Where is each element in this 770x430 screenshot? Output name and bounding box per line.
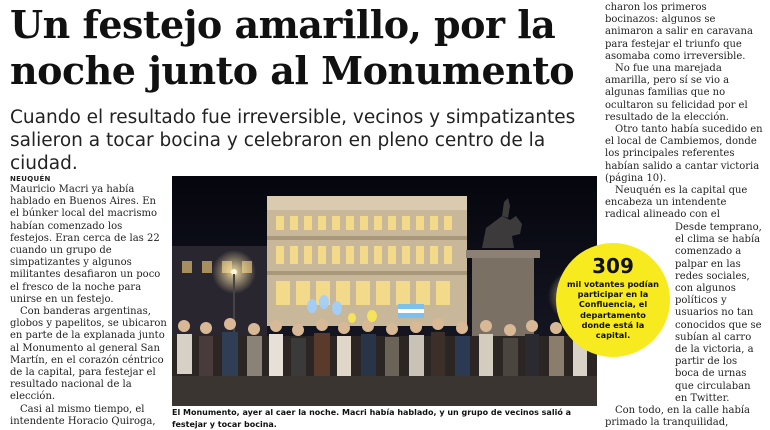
right-paragraph-3: Otro tanto había sucedido en el local de Cambiemos, donde los principales referentes habían salido a cantar victoria (página 10). bbox=[605, 124, 763, 184]
right-paragraph-5: Desde temprano, el clima se había comenzado a palpar en las redes sociales, con algunos políticos y usuarios no tan conocidos que se subían al carro de la victoria, a partir de los boca de urnas que circulaban en Twitter. bbox=[675, 222, 762, 404]
deck-line-2: salieron a tocar bocina y celebraron en pleno centro de la ciudad. bbox=[10, 130, 546, 174]
left-paragraph-2: Con banderas argentinas, globos y papelitos, se ubicaron en parte de la explanada junto al Monumento al general San Martín, en el corazón céntrico de la capital, para festejar el resultado nacional de la elección. bbox=[10, 306, 167, 403]
headline-line-1: Un festejo amarillo, por la bbox=[10, 2, 556, 47]
right-paragraph-6-text: Con todo, en la calle había primado la tranquilidad, bbox=[605, 405, 751, 428]
building bbox=[267, 196, 467, 326]
body-column-left bbox=[10, 174, 167, 428]
left-paragraph-3: Casi al mismo tiempo, el intendente Horacio Quiroga, bbox=[10, 403, 156, 427]
monument-photo bbox=[172, 176, 597, 406]
badge-text: mil votantes podían participar en la Confluencia, el departamento donde está la capital. bbox=[567, 279, 659, 341]
right-paragraph-6 bbox=[605, 405, 763, 428]
body-column-right-top bbox=[605, 2, 763, 222]
photo-caption: El Monumento, ayer al caer la noche. Macri había hablado, y un grupo de vecinos salió a festejar y tocar bocina. bbox=[172, 408, 571, 429]
dateline: NEUQUÉN bbox=[10, 175, 51, 183]
deck-line-1: Cuando el resultado fue irreversible, vecinos y simpatizantes bbox=[10, 107, 576, 128]
badge-number: 309 bbox=[592, 254, 634, 278]
deck bbox=[10, 106, 600, 175]
left-paragraph-1: Mauricio Macri ya había hablado en Buenos Aires. En el búnker local del macrismo habían comenzado los festejos. Eran cerca de las 22 cuando un grupo de simpatizantes y algunos militantes desafiaron un poco el fresco de la noche para unirse en un festejo. bbox=[10, 184, 161, 305]
night-scene-illustration bbox=[172, 176, 597, 406]
right-paragraph-1: charon los primeros bocinazos: algunos se animaron a salir en caravana para festejar el triunfo que asomaba como irreversible. bbox=[605, 2, 753, 62]
right-paragraph-2: No fue una marejada amarilla, pero sí se vio a algunas familias que no ocultaron su felicidad por el resultado de la elección. bbox=[605, 63, 748, 123]
headline-line-2: noche junto al Monumento bbox=[10, 48, 575, 93]
headline bbox=[10, 2, 600, 94]
right-paragraph-4: Neuquén es la capital que encabeza un intendente radical alineado con el bbox=[605, 185, 748, 221]
stat-badge bbox=[556, 243, 670, 357]
